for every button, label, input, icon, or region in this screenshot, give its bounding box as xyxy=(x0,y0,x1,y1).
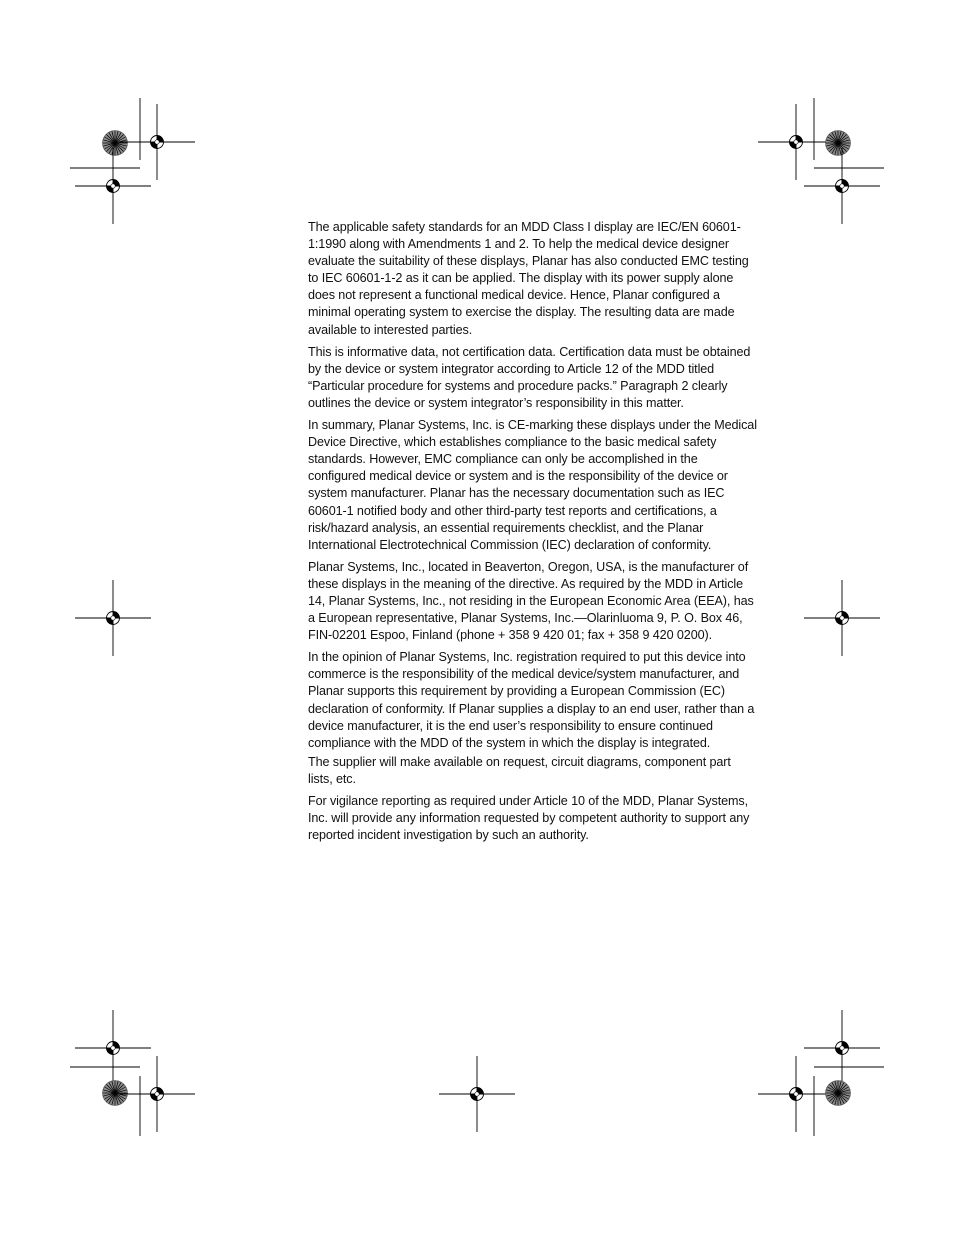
paragraph: In summary, Planar Systems, Inc. is CE-marking these displays under the Medical Device Directive, which establishes compliance to the basic medical safety standards. However, EMC compliance can only be accomplished in the configured medical device or system and is the responsibility of the device or system manufacturer. Planar has the necessary documentation such as IEC 60601-1 notified body and other third-party test reports and certifications, a risk/hazard analysis, an essential requirements checklist, and the Planar International Electrotechnical Commission (IEC) declaration of conformity. xyxy=(308,418,757,552)
registration-target-icon xyxy=(804,1010,880,1086)
starburst-icon xyxy=(103,1081,128,1106)
paragraph: Planar Systems, Inc., located in Beaverton, Oregon, USA, is the manufacturer of these displays in the meaning of the directive. As required by the MDD in Article 14, Planar Systems, Inc., not residing in the European Economic Area (EEA), has a European representative, Planar Systems, Inc.—Olarinluoma 9, P. O. Box 46, FIN-02201 Espoo, Finland (phone + 358 9 420 01; fax + 358 9 420 0200). xyxy=(308,559,754,643)
registration-target-icon xyxy=(758,104,834,180)
registration-target-icon xyxy=(804,580,880,656)
registration-target-icon xyxy=(439,1056,515,1132)
body-text xyxy=(308,219,758,849)
starburst-icon xyxy=(826,1081,851,1106)
registration-target-icon xyxy=(119,104,195,180)
paragraph: The supplier will make available on request, circuit diagrams, component part lists, etc. xyxy=(308,754,731,786)
registration-target-icon xyxy=(75,1010,151,1086)
paragraph: In the opinion of Planar Systems, Inc. registration required to put this device into commerce is the responsibility of the medical device/system manufacturer, and Planar supports this requirement by providing a European Commission (EC) declaration of conformity. If Planar supplies a display to an end user, rather than a device manufacturer, it is the end user’s responsibility to ensure continued compliance with the MDD of the system in which the display is integrated. xyxy=(308,650,755,750)
registration-target-icon xyxy=(75,580,151,656)
paragraph: This is informative data, not certification data. Certification data must be obtained by the device or system integrator according to Article 12 of the MDD titled “Particular procedure for systems and procedure packs.” Paragraph 2 clearly outlines the device or system integrator’s responsibility in this matter. xyxy=(308,344,751,410)
registration-target-icon xyxy=(804,148,880,224)
paragraph: For vigilance reporting as required under Article 10 of the MDD, Planar Systems, Inc. will provide any information requested by competent authority to support any reported incident investigation by such an authority. xyxy=(308,794,750,843)
starburst-icon xyxy=(826,131,851,156)
starburst-icon xyxy=(103,131,128,156)
paragraph: The applicable safety standards for an MDD Class I display are IEC/EN 60601-1:1990 along with Amendments 1 and 2. To help the medical device designer evaluate the suitability of these displays, Planar has also conducted EMC testing to IEC 60601-1-2 as it can be applied. The display with its power supply alone does not represent a functional medical device. Hence, Planar configured a minimal operating system to exercise the display. The resulting data are made available to interested parties. xyxy=(308,220,749,337)
